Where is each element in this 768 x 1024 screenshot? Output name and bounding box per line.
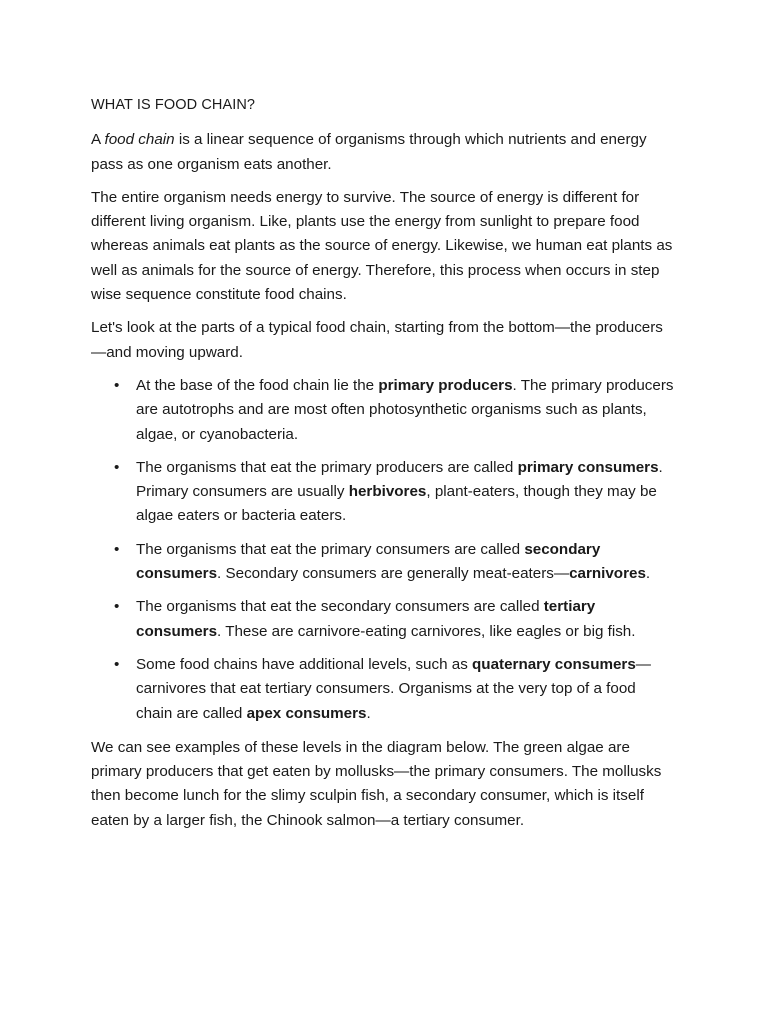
list-item-text: Some food chains have additional levels, such as [136, 655, 473, 673]
list-item-bold: apex consumers [246, 704, 367, 722]
list-item-text: . Primary consumers are usually [136, 458, 663, 501]
list-item-text: —carnivores that eat tertiary consumers. Organisms at the very top of a food chain are called [136, 655, 651, 722]
examples-paragraph: We can see examples of these levels in the diagram below. The green algae are primary producers that get eaten by mollusks—the primary consumers. The mollusks then become lunch for the slimy sculpin fish, a secondary consumer, which is itself eaten by a larger fish, the Chinook salmon—a tertiary consumer. [91, 738, 662, 829]
trophic-levels-list [91, 374, 676, 726]
list-item-bold: primary producers [378, 376, 513, 394]
list-item-tertiary-consumers [114, 595, 676, 644]
energy-paragraph: The entire organism needs energy to survive. The source of energy is different for different living organism. Like, plants use the energy from sunlight to prepare food whereas animals eat plants as the source of energy. Likewise, we human eat plants as well as animals for the source of energy. Therefore, this process when occurs in step wise sequence constitute food chains. [91, 188, 673, 304]
list-item-apex-consumers [114, 653, 676, 726]
bullet-icon: • [114, 540, 120, 558]
list-item-bold: carnivores [569, 565, 646, 583]
definition-text-end: is a linear sequence of organisms through which nutrients and energy pass as one organism eats another. [91, 131, 647, 173]
bullet-icon: • [114, 598, 120, 616]
bullet-icon: • [114, 655, 120, 673]
definition-text-start: A [91, 131, 105, 149]
definition-paragraph [91, 128, 676, 177]
list-item-text: The organisms that eat the secondary consumers are called [136, 598, 544, 616]
list-item-bold: herbivores [348, 483, 427, 501]
list-item-text: The organisms that eat the primary producers are called [136, 458, 518, 476]
list-item-primary-consumers [114, 456, 676, 529]
list-item-bold: primary consumers [517, 458, 659, 476]
list-item-text: . These are carnivore-eating carnivores, like eagles or big fish. [217, 622, 636, 640]
list-item-secondary-consumers [114, 538, 676, 587]
bullet-icon: • [114, 458, 120, 476]
food-chain-term: food chain [104, 131, 175, 149]
list-item-text: . The primary producers are autotrophs and are most often photosynthetic organisms such as plants, algae, or cyanobacteria. [136, 376, 674, 443]
list-item-text: At the base of the food chain lie the [136, 376, 379, 394]
bullet-icon: • [114, 376, 120, 394]
list-item-bold: secondary consumers [136, 540, 601, 583]
list-item-text: . [645, 565, 651, 583]
list-item-primary-producers [114, 374, 676, 447]
list-item-text: . [366, 704, 371, 722]
page-title: WHAT IS FOOD CHAIN? [91, 97, 256, 113]
list-item-bold: quaternary consumers [472, 655, 636, 673]
list-item-text: . Secondary consumers are generally meat-eaters— [217, 565, 570, 583]
intro-paragraph: Let's look at the parts of a typical food chain, starting from the bottom—the producers—and moving upward. [91, 319, 663, 361]
list-item-text: The organisms that eat the primary consumers are called [136, 540, 525, 558]
list-item-bold: tertiary consumers [136, 598, 596, 640]
list-item-text: , plant-eaters, though they may be algae eaters or bacteria eaters. [136, 483, 657, 525]
